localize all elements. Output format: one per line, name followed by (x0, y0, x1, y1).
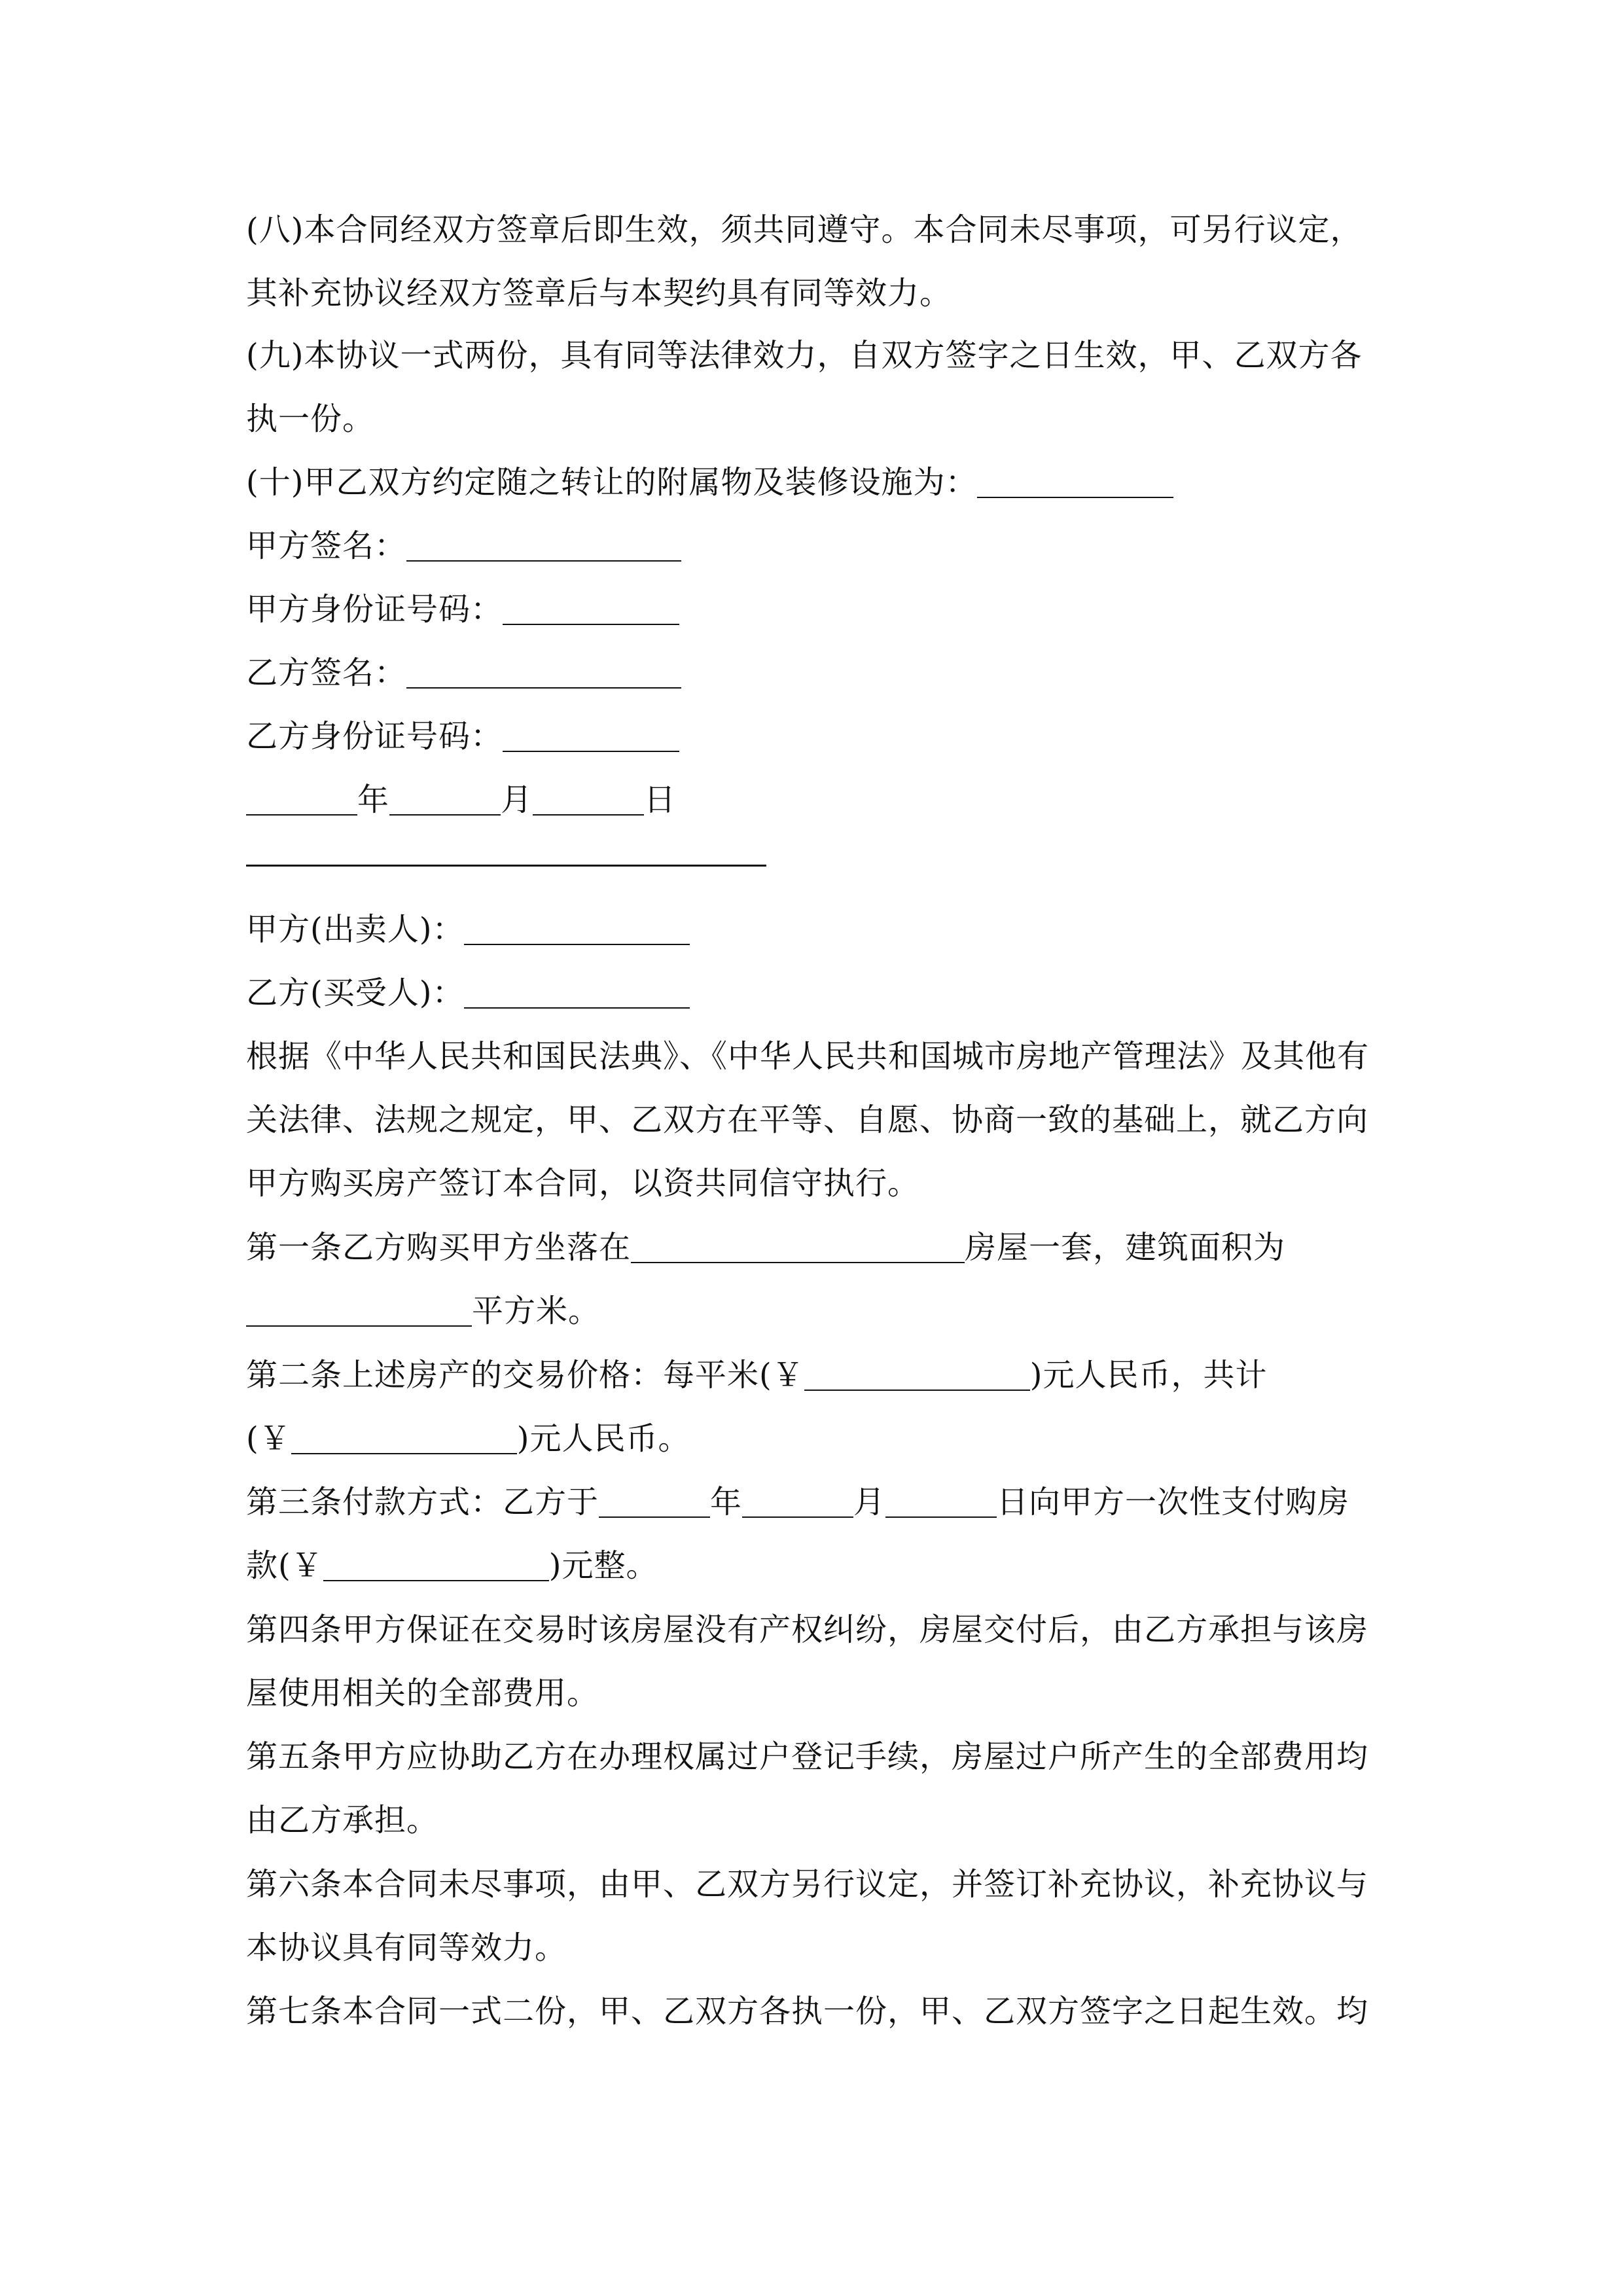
article-3-line2-suffix: )元整。 (548, 1547, 658, 1584)
preamble-line-1: 根据《中华人民共和国民法典》、《中华人民共和国城市房地产管理法》及其他有 (246, 1038, 1370, 1075)
article-3-month: 月 (853, 1484, 886, 1520)
party-a-signature-row (246, 520, 1398, 572)
article-6-line-1: 第六条本合同未尽事项，由甲、乙双方另行议定，并签订补充协议，补充协议与 (246, 1866, 1369, 1903)
article-1-line-1 (246, 1221, 1398, 1274)
date-row (246, 774, 1398, 826)
article-1-mid: 房屋一套，建筑面积为 (965, 1229, 1286, 1266)
article-4-line-2: 屋使用相关的全部费用。 (246, 1675, 599, 1712)
month-label: 月 (501, 781, 533, 818)
year-blank[interactable] (246, 780, 357, 816)
party-b-sign-label: 乙方签名： (246, 655, 407, 691)
attachments-blank[interactable] (977, 463, 1173, 498)
buyer-blank[interactable] (464, 973, 690, 1009)
day-label: 日 (644, 781, 677, 818)
article-6-line-2: 本协议具有同等效力。 (246, 1929, 567, 1966)
article-2-prefix: 第二条上述房产的交易价格：每平米(￥ (246, 1357, 804, 1393)
section-divider (246, 865, 766, 867)
article-2-line2-prefix: (￥ (246, 1420, 291, 1457)
floor-area-blank[interactable] (246, 1291, 472, 1327)
clause-9-line-1: (九)本协议一式两份，具有同等法律效力，自双方签字之日生效，甲、乙双方各 (246, 337, 1363, 374)
day-blank[interactable] (533, 780, 644, 816)
article-2-line-2 (246, 1412, 1398, 1465)
party-a-sign-blank[interactable] (406, 526, 681, 562)
unit-price-blank[interactable] (804, 1355, 1030, 1391)
article-3-day-suffix: 日向甲方一次性支付购房 (997, 1484, 1350, 1520)
total-price-blank[interactable] (291, 1419, 517, 1454)
payment-year-blank[interactable] (599, 1482, 710, 1518)
seller-row (246, 903, 1398, 956)
payment-month-blank[interactable] (742, 1482, 853, 1518)
article-3-prefix: 第三条付款方式：乙方于 (246, 1484, 599, 1520)
property-location-blank[interactable] (631, 1228, 965, 1263)
clause-10-text: (十)甲乙双方约定随之转让的附属物及装修设施为： (246, 464, 978, 501)
buyer-label: 乙方(买受人)： (246, 975, 465, 1011)
clause-10 (246, 456, 1398, 509)
article-3-line-1 (246, 1476, 1398, 1528)
party-a-id-label: 甲方身份证号码： (246, 591, 503, 628)
preamble-line-2: 关法律、法规之规定，甲、乙双方在平等、自愿、协商一致的基础上，就乙方向 (246, 1102, 1369, 1138)
article-1-prefix: 第一条乙方购买甲方坐落在 (246, 1229, 632, 1266)
preamble-line-3: 甲方购买房产签订本合同，以资共同信守执行。 (246, 1165, 920, 1202)
buyer-row (246, 967, 1398, 1019)
party-b-id-label: 乙方身份证号码： (246, 718, 503, 755)
article-2-line-1 (246, 1349, 1398, 1401)
clause-9-line-2: 执一份。 (246, 401, 375, 437)
article-3-line-2 (246, 1539, 1398, 1592)
article-3-line2-prefix: 款(￥ (246, 1547, 323, 1584)
seller-label: 甲方(出卖人)： (246, 911, 465, 948)
separator-row (246, 837, 1398, 889)
article-2-mid: )元人民币，共计 (1029, 1357, 1268, 1393)
payment-amount-blank[interactable] (323, 1546, 549, 1581)
month-blank[interactable] (389, 780, 501, 816)
article-5-line-2: 由乙方承担。 (246, 1802, 439, 1839)
party-a-id-row (246, 583, 1398, 636)
clause-8-line-2: 其补充协议经双方签章后与本契约具有同等效力。 (246, 275, 952, 312)
party-b-sign-blank[interactable] (406, 653, 681, 689)
article-3-year: 年 (710, 1484, 743, 1520)
article-2-line2-suffix: )元人民币。 (516, 1420, 690, 1457)
party-b-signature-row (246, 647, 1398, 699)
party-a-id-blank[interactable] (503, 590, 679, 625)
article-1-suffix: 平方米。 (472, 1293, 601, 1329)
seller-blank[interactable] (464, 910, 690, 945)
article-4-line-1: 第四条甲方保证在交易时该房屋没有产权纠纷，房屋交付后，由乙方承担与该房 (246, 1611, 1369, 1648)
article-7-line-1: 第七条本合同一式二份，甲、乙双方各执一份，甲、乙双方签字之日起生效。均 (246, 1993, 1369, 2030)
article-5-line-1: 第五条甲方应协助乙方在办理权属过户登记手续，房屋过户所产生的全部费用均 (246, 1738, 1369, 1775)
article-1-line-2 (246, 1285, 1398, 1337)
clause-8-line-1: (八)本合同经双方签章后即生效，须共同遵守。本合同未尽事项，可另行议定， (246, 211, 1363, 248)
payment-day-blank[interactable] (885, 1482, 997, 1518)
party-a-sign-label: 甲方签名： (246, 528, 407, 564)
party-b-id-row (246, 710, 1398, 762)
party-b-id-blank[interactable] (503, 717, 679, 752)
year-label: 年 (357, 781, 390, 818)
